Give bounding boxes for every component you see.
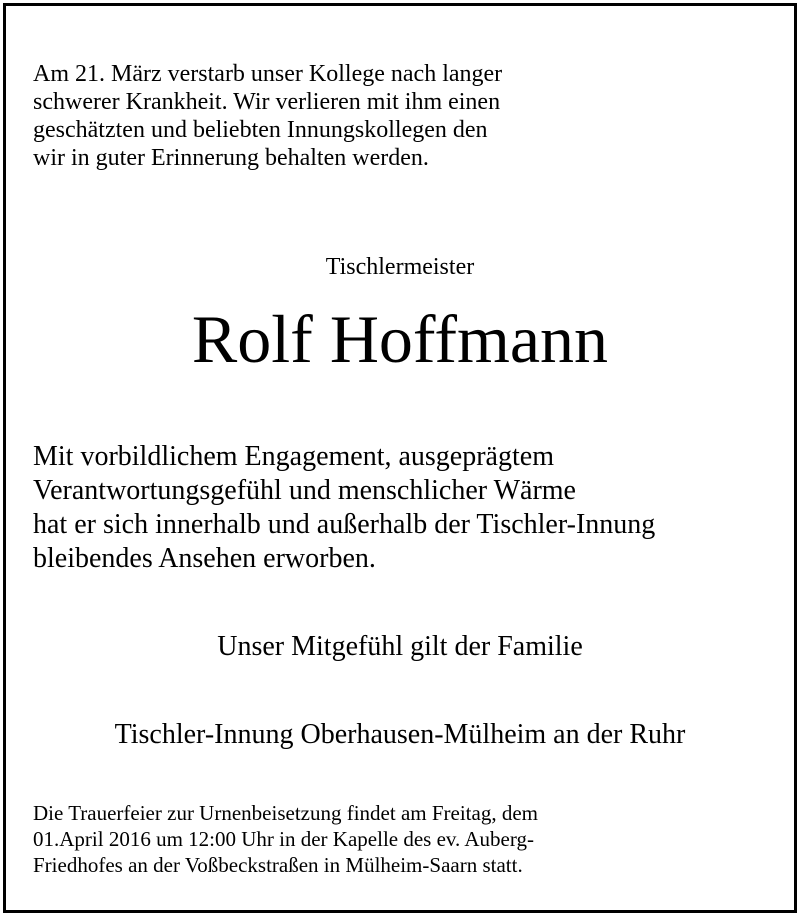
funeral-line: 01.April 2016 um 12:00 Uhr in der Kapelle des ev. Auberg- <box>33 827 534 851</box>
intro-line: wir in guter Erinnerung behalten werden. <box>33 145 429 171</box>
tribute-line: bleibendes Ansehen erworben. <box>33 543 376 574</box>
funeral-notice <box>33 800 733 878</box>
tribute-line: Mit vorbildlichem Engagement, ausgeprägtem <box>33 441 554 472</box>
deceased-title: Tischlermeister <box>325 254 475 280</box>
condolence-text: Unser Mitgefühl gilt der Familie <box>217 631 583 662</box>
tribute-line: hat er sich innerhalb und außerhalb der Tischler-Innung <box>33 509 656 540</box>
funeral-line: Die Trauerfeier zur Urnenbeisetzung findet am Freitag, dem <box>33 801 538 825</box>
tribute-paragraph <box>33 440 773 576</box>
tribute-line: Verantwortungsgefühl und menschlicher Wärme <box>33 475 576 506</box>
intro-paragraph <box>33 60 733 172</box>
deceased-name: Rolf Hoffmann <box>191 301 609 377</box>
intro-line: Am 21. März verstarb unser Kollege nach langer <box>33 61 503 87</box>
signature-organization: Tischler-Innung Oberhausen-Mülheim an der Ruhr <box>114 719 686 750</box>
funeral-line: Friedhofes an der Voßbeckstraßen in Mülheim-Saarn statt. <box>33 853 523 877</box>
intro-line: geschätzten und beliebten Innungskollegen den <box>33 117 488 143</box>
intro-line: schwerer Krankheit. Wir verlieren mit ihm einen <box>33 89 501 115</box>
